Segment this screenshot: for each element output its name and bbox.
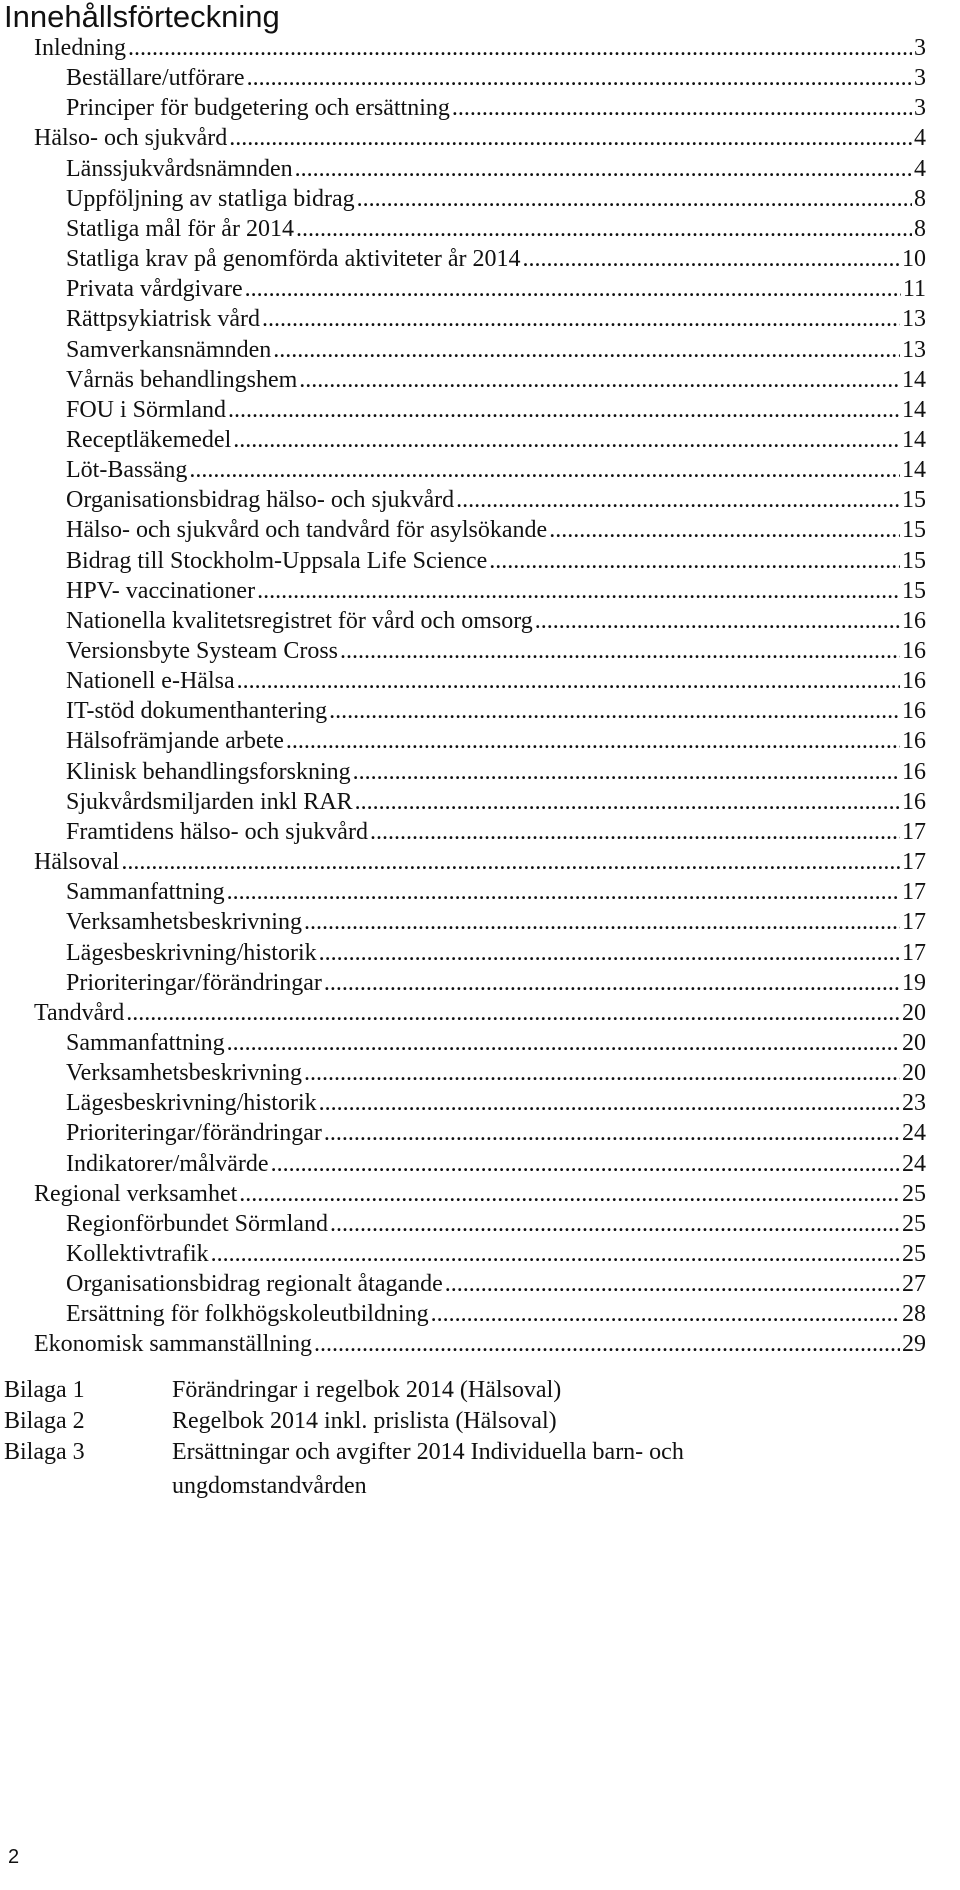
toc-entry-page: 20 xyxy=(902,1060,926,1087)
toc-entry-title: Länssjukvårdsnämnden xyxy=(66,155,293,182)
toc-entry[interactable] xyxy=(66,1028,926,1058)
toc-entry-page: 16 xyxy=(902,698,926,725)
dot-leader xyxy=(319,938,900,968)
toc-entry-page: 14 xyxy=(902,457,926,484)
dot-leader xyxy=(273,335,900,365)
toc-entry-page: 8 xyxy=(914,215,926,242)
toc-entry-title: Klinisk behandlingsforskning xyxy=(66,758,351,785)
toc-entry[interactable] xyxy=(66,1149,926,1179)
dot-leader xyxy=(355,787,900,817)
toc-entry[interactable] xyxy=(66,274,926,304)
appendix-label: Bilaga 1 xyxy=(4,1377,85,1403)
toc-entry-page: 17 xyxy=(902,879,926,906)
toc-entry-page: 20 xyxy=(902,1029,926,1056)
dot-leader xyxy=(121,847,900,877)
toc-entry[interactable] xyxy=(66,184,926,214)
appendix-item xyxy=(4,1435,872,1503)
toc-entry-title: Versionsbyte Systeam Cross xyxy=(66,638,338,664)
toc-entry-title: Sammanfattning xyxy=(66,1029,225,1056)
toc-entry-title: Receptläkemedel xyxy=(66,426,232,453)
toc-entry[interactable] xyxy=(66,1088,926,1118)
toc-entry[interactable] xyxy=(66,425,926,455)
toc-entry-title: HPV- vaccinationer xyxy=(66,577,256,604)
toc-entry[interactable] xyxy=(66,968,926,998)
toc-entry-title: Tandvård xyxy=(34,999,125,1026)
dot-leader xyxy=(211,1239,900,1269)
dot-leader xyxy=(329,696,900,726)
toc-entry-page: 13 xyxy=(902,336,926,363)
dot-leader xyxy=(227,1028,900,1058)
dot-leader xyxy=(189,455,900,485)
toc-entry[interactable] xyxy=(66,485,926,515)
toc-entry-page: 14 xyxy=(902,426,926,453)
toc-entry-title: Prioriteringar/förändringar xyxy=(66,1120,322,1147)
dot-leader xyxy=(523,244,900,274)
toc-entry[interactable] xyxy=(66,636,926,666)
toc-entry[interactable] xyxy=(66,335,926,365)
toc-entry-title: Hälso- och sjukvård och tandvård för asylsökande xyxy=(66,517,548,544)
toc-entry-page: 25 xyxy=(902,1241,926,1267)
toc-entry-title: Statliga krav på genomförda aktiviteter år 2014 xyxy=(66,246,521,273)
toc-entry-title: Organisationsbidrag regionalt åtagande xyxy=(66,1271,443,1298)
toc-entry[interactable] xyxy=(66,696,926,726)
toc-entry-page: 17 xyxy=(902,939,926,966)
toc-entry-page: 29 xyxy=(902,1331,926,1358)
toc-entry-page: 25 xyxy=(902,1210,926,1237)
toc-entry-title: Uppföljning av statliga bidrag xyxy=(66,185,355,212)
toc-entry-title: Regional verksamhet xyxy=(34,1180,238,1207)
toc-entry-page: 16 xyxy=(902,607,926,634)
toc-entry[interactable] xyxy=(66,1269,926,1299)
toc-entry-title: Regionförbundet Sörmland xyxy=(66,1210,328,1237)
toc-entry[interactable] xyxy=(34,1179,926,1209)
toc-entry[interactable] xyxy=(66,787,926,817)
toc-entry-page: 16 xyxy=(902,788,926,815)
toc-entry[interactable] xyxy=(66,244,926,274)
dot-leader xyxy=(330,1209,900,1239)
toc-entry-page: 15 xyxy=(902,577,926,604)
dot-leader xyxy=(295,154,912,184)
toc-entry-title: Nationell e-Hälsa xyxy=(66,668,235,695)
dot-leader xyxy=(229,123,912,153)
toc-entry-page: 20 xyxy=(902,999,926,1026)
toc-entry[interactable] xyxy=(66,455,926,485)
toc-entry-page: 16 xyxy=(902,758,926,785)
toc-entry-page: 16 xyxy=(902,728,926,755)
toc-entry-page: 23 xyxy=(902,1090,926,1117)
dot-leader xyxy=(324,1118,900,1148)
toc-entry-title: Vårnäs behandlingshem xyxy=(66,366,298,393)
toc-entry-title: Samverkansnämnden xyxy=(66,336,272,363)
toc-entry[interactable] xyxy=(66,1118,926,1148)
toc-entry-title: Nationella kvalitetsregistret för vård och omsorg xyxy=(66,607,533,634)
toc-entry[interactable] xyxy=(66,938,926,968)
toc-entry-page: 16 xyxy=(902,668,926,695)
toc-entry-page: 15 xyxy=(902,487,926,514)
dot-leader xyxy=(340,636,900,666)
toc-entry[interactable] xyxy=(34,847,926,877)
toc-entry-title: Rättpsykiatrisk vård xyxy=(66,306,260,333)
toc-entry-page: 15 xyxy=(902,547,926,574)
toc-entry-page: 17 xyxy=(902,909,926,936)
toc-entry-page: 14 xyxy=(902,396,926,423)
dot-leader xyxy=(304,1058,900,1088)
dot-leader xyxy=(535,606,900,636)
toc-entry-page: 3 xyxy=(914,35,926,61)
toc-entry-page: 25 xyxy=(902,1180,926,1207)
toc-entry-title: Verksamhetsbeskrivning xyxy=(66,1060,302,1087)
toc-entry[interactable] xyxy=(66,1209,926,1239)
toc-entry[interactable] xyxy=(34,998,926,1028)
toc-entry[interactable] xyxy=(66,757,926,787)
dot-leader xyxy=(228,395,900,425)
toc-entry-title: Beställare/utförare xyxy=(66,65,245,92)
dot-leader xyxy=(126,998,900,1028)
toc-entry-title: Privata vårdgivare xyxy=(66,276,243,303)
dot-leader xyxy=(128,33,912,63)
toc-entry[interactable] xyxy=(66,1239,926,1269)
toc-entry-page: 17 xyxy=(902,849,926,876)
toc-entry-title: Statliga mål för år 2014 xyxy=(66,215,294,242)
toc-entry-title: Indikatorer/målvärde xyxy=(66,1150,269,1177)
toc-entry[interactable] xyxy=(66,907,926,937)
toc-entry-page: 17 xyxy=(902,818,926,845)
toc-entry-page: 16 xyxy=(902,638,926,664)
toc-entry-title: Inledning xyxy=(34,35,126,61)
toc-entry-title: Ekonomisk sammanställning xyxy=(34,1331,312,1358)
toc-entry-title: Lägesbeskrivning/historik xyxy=(66,939,317,966)
dot-leader xyxy=(299,365,900,395)
toc-entry-page: 11 xyxy=(902,276,926,303)
dot-leader xyxy=(445,1269,900,1299)
dot-leader xyxy=(370,817,900,847)
toc-entry-title: Löt-Bassäng xyxy=(66,457,188,484)
appendix-item xyxy=(4,1404,872,1438)
toc-entry-page: 3 xyxy=(914,65,926,92)
toc-entry-page: 4 xyxy=(914,155,926,182)
toc-entry-page: 14 xyxy=(902,366,926,393)
page-title: Innehållsförteckning xyxy=(4,0,280,34)
toc-entry[interactable] xyxy=(66,63,926,93)
toc-entry[interactable] xyxy=(66,214,926,244)
appendix-item xyxy=(4,1373,872,1407)
dot-leader xyxy=(296,214,912,244)
toc-entry-title: Kollektivtrafik xyxy=(66,1241,209,1267)
toc-entry[interactable] xyxy=(66,606,926,636)
appendix-label: Bilaga 3 xyxy=(4,1439,85,1465)
toc-entry-page: 28 xyxy=(902,1301,926,1328)
toc-entry-page: 13 xyxy=(902,306,926,333)
dot-leader xyxy=(271,1149,900,1179)
dot-leader xyxy=(237,666,900,696)
appendix-label: Bilaga 2 xyxy=(4,1408,85,1434)
dot-leader xyxy=(452,93,912,123)
dot-leader xyxy=(431,1299,900,1329)
toc-entry-title: Sammanfattning xyxy=(66,879,225,906)
dot-leader xyxy=(549,515,900,545)
toc-entry-title: FOU i Sörmland xyxy=(66,396,227,423)
toc-entry-title: Hälsofrämjande arbete xyxy=(66,728,284,755)
toc-entry[interactable] xyxy=(66,1058,926,1088)
toc-entry-page: 24 xyxy=(902,1120,926,1147)
toc-entry[interactable] xyxy=(66,154,926,184)
appendix-title: Förändringar i regelbok 2014 (Hälsoval) xyxy=(172,1377,562,1403)
toc-entry-title: Principer för budgetering och ersättning xyxy=(66,95,450,122)
dot-leader xyxy=(233,425,900,455)
appendix-title: Regelbok 2014 inkl. prislista (Hälsoval) xyxy=(172,1408,557,1434)
toc-entry[interactable] xyxy=(66,93,926,123)
toc-entry[interactable] xyxy=(66,576,926,606)
toc-entry-title: Sjukvårdsmiljarden inkl RAR xyxy=(66,788,353,815)
toc-entry-title: Ersättning för folkhögskoleutbildning xyxy=(66,1301,429,1328)
toc-entry[interactable] xyxy=(66,1299,926,1329)
appendix-title: Ersättningar och avgifter 2014 Individuella barn- och ungdomstandvården xyxy=(172,1439,684,1499)
toc-entry-title: Bidrag till Stockholm-Uppsala Life Science xyxy=(66,547,488,574)
toc-entry-page: 15 xyxy=(902,517,926,544)
toc-entry[interactable] xyxy=(66,546,926,576)
toc-entry-title: IT-stöd dokumenthantering xyxy=(66,698,328,725)
dot-leader xyxy=(357,184,912,214)
dot-leader xyxy=(353,757,900,787)
toc-entry[interactable] xyxy=(66,817,926,847)
toc-entry[interactable] xyxy=(34,33,926,63)
dot-leader xyxy=(324,968,900,998)
toc-entry-page: 19 xyxy=(902,969,926,996)
toc-entry-title: Lägesbeskrivning/historik xyxy=(66,1090,317,1117)
toc-entry-title: Verksamhetsbeskrivning xyxy=(66,909,302,936)
page-number: 2 xyxy=(8,1846,20,1868)
dot-leader xyxy=(239,1179,900,1209)
toc-entry[interactable] xyxy=(66,666,926,696)
dot-leader xyxy=(456,485,900,515)
dot-leader xyxy=(286,726,900,756)
toc-entry[interactable] xyxy=(66,515,926,545)
dot-leader xyxy=(314,1329,900,1359)
dot-leader xyxy=(304,907,900,937)
toc-entry-title: Hälso- och sjukvård xyxy=(34,125,228,152)
toc-entry-title: Framtidens hälso- och sjukvård xyxy=(66,818,368,845)
toc-entry-page: 8 xyxy=(914,185,926,212)
toc-entry-title: Organisationsbidrag hälso- och sjukvård xyxy=(66,487,455,514)
toc-entry-page: 3 xyxy=(914,95,926,122)
toc-entry[interactable] xyxy=(66,395,926,425)
toc-entry-page: 24 xyxy=(902,1150,926,1177)
toc-entry-page: 4 xyxy=(914,125,926,152)
dot-leader xyxy=(227,877,900,907)
toc-entry-page: 27 xyxy=(902,1271,926,1298)
toc-entry-page: 10 xyxy=(902,246,926,273)
toc-entry[interactable] xyxy=(66,877,926,907)
dot-leader xyxy=(319,1088,900,1118)
dot-leader xyxy=(247,63,912,93)
dot-leader xyxy=(257,576,900,606)
dot-leader xyxy=(489,546,900,576)
dot-leader xyxy=(262,304,900,334)
toc-entry[interactable] xyxy=(66,304,926,334)
toc-entry[interactable] xyxy=(66,726,926,756)
toc-entry-title: Prioriteringar/förändringar xyxy=(66,969,322,996)
toc-entry[interactable] xyxy=(66,365,926,395)
toc-entry-title: Hälsoval xyxy=(34,849,120,876)
toc-entry[interactable] xyxy=(34,1329,926,1359)
toc-entry[interactable] xyxy=(34,123,926,153)
dot-leader xyxy=(245,274,901,304)
